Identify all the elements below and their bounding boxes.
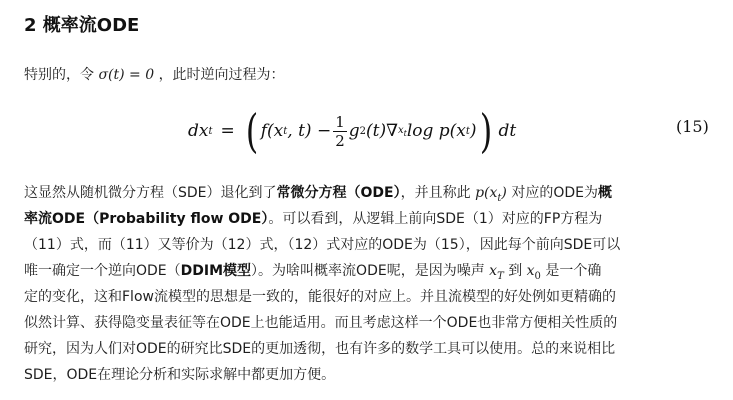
l1-a: 这显然从随机微分方程（SDE）退化到了 [24,185,277,201]
eq-log-part: log p(x [406,121,466,141]
l4-math-x0-sub: 0 [534,270,541,282]
para-line-1 [24,180,714,206]
para-line-4 [24,258,714,284]
l4-a: 唯一确定一个逆向ODE（ [24,263,181,279]
l1-math: p(x [475,185,498,201]
para-line-7: 研究，因为人们对ODE的研究比SDE的更加透彻，也有许多的数学工具可以使用。总的来说相比 [24,341,616,357]
eq-f-end: , t) − [287,121,332,141]
l2-b: 。可以看到，从逻辑上前向SDE（1）对应的FP方程为 [268,211,603,227]
l1-c: ，并且称此 [400,185,471,201]
para-line-3: （11）式，而（11）又等价为（12）式，（12）式对应的ODE为（15），因此每个前向SDE可以 [24,237,621,253]
eq-nabla-sub-x: x [397,124,404,136]
l1-math-end: ) [501,185,507,201]
body-paragraph [24,180,714,388]
intro-prefix: 特别的，令 [24,67,94,83]
l4-e: 是一个确 [545,263,602,279]
equation-number: (15) [676,117,709,136]
intro-math: σ(t) = 0 [98,67,155,83]
eq-frac-num: 1 [335,112,345,131]
eq-dt: dt [498,121,517,141]
eq-nabla-sub [398,125,407,138]
intro-suffix: ，此时逆向过程为： [158,67,285,83]
l4-c: ）。为啥叫概率流ODE呢，是因为噪声 [251,263,485,279]
eq-equals: = [220,121,235,141]
eq-f-sub: t [283,125,288,137]
eq-fraction [333,113,347,150]
eq-log-sub: t [465,125,470,137]
eq-log-end: ) [469,121,477,141]
eq-g-sup: 2 [359,125,366,137]
para-line-2 [24,206,714,232]
l1-e-bold: 概 [598,185,612,201]
l4-math-x0: x [526,263,535,279]
para-line-5: 定的变化，这和Flow流模型的思想是一致的，能很好的对应上。并且流模型的好处例如更精确的 [24,289,616,305]
l1-b-bold: 常微分方程（ODE） [276,185,401,201]
l4-d: 到 [508,263,523,279]
eq-f-part: f(x [260,121,284,141]
l4-math-xt-sub: T [497,270,504,282]
eq-left-paren: ( [245,104,259,158]
section-heading: 2 概率流ODE [24,15,140,36]
reverse-ode-equation [188,100,516,162]
eq-right-paren: ) [479,104,492,158]
l4-b-bold: DDIM模型 [180,263,252,279]
l2-a-bold: 率流ODE（Probability flow ODE） [24,211,269,227]
eq-lhs: dx [188,121,209,141]
eq-frac-den: 2 [335,131,345,150]
para-line-8: SDE，ODE在理论分析和实际求解中都更加方便。 [24,367,336,383]
l1-d: 对应的ODE为 [511,185,598,201]
l1-math-sub: t [497,192,502,204]
eq-nabla-subsub: t [403,128,407,138]
l4-math-xt: x [489,263,498,279]
intro-text [24,64,285,84]
eq-g: g [348,121,360,141]
eq-lhs-sub: t [208,125,213,137]
eq-g-end: (t)∇ [366,121,398,141]
para-line-6: 似然计算、获得隐变量表征等在ODE上也能适用。而且考虑这样一个ODE也非常方便相关性质的 [24,315,618,331]
